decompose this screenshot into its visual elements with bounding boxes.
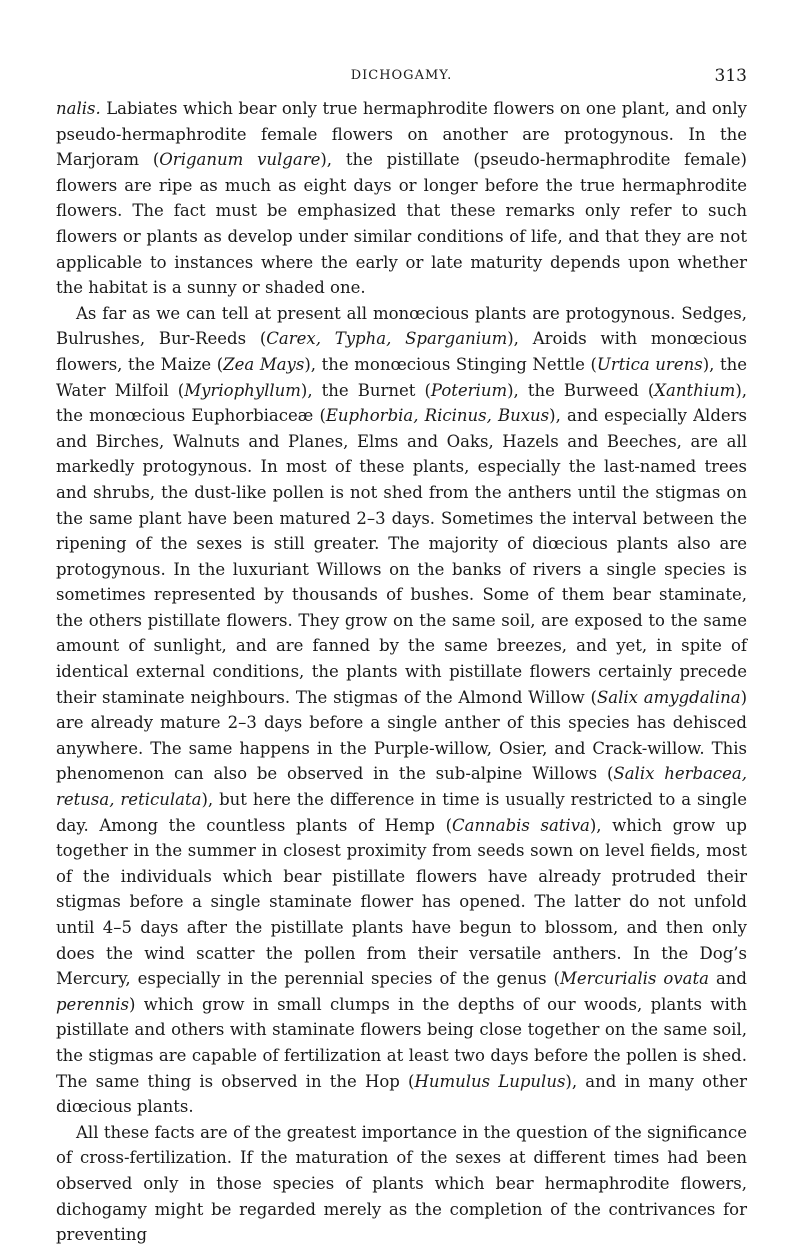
text-run: ) are already mature 2–3 days before a single anther of this species has dehisced anywhere. The same happens in the Purple-willow, Osier, and Crack-willow. This phenomenon can also be observed in the sub-alpine Willows (	[56, 687, 748, 784]
text-run: ), and especially Alders and Birches, Walnuts and Planes, Elms and Oaks, Hazels and Beeches, are all markedly protogynous. In most of these plants, especially the last-named trees and shrubs, the dust-like pollen is not shed from the anthers until the stigmas on the same plant have been matured 2–3 days. Sometimes the interval between the ripening of the sexes is still greater. The majority of diœcious plants also are protogynous. In the luxuriant Willows on the banks of rivers a single species is sometimes represented by thousands of bushes. Some of them bear staminate, the others pistillate flowers. They grow on the same soil, are exposed to the same amount of sunlight, and are fanned by the same breezes, and yet, in spite of identical external conditions, the plants with pistillate flowers certainly precede their staminate neighbours. The stigmas of the Almond Willow (	[56, 406, 748, 707]
text-run: Labiates which bear only true hermaphrodite flowers on one plant, and only pseudo-hermaphrodite female flowers on another are protogynous. In the Marjoram (	[56, 99, 747, 170]
text-run: ), and in many other diœcious plants.	[56, 1071, 747, 1117]
italic-text-run: Salix herbacea, retusa, reticulata	[56, 764, 748, 810]
paragraph	[56, 301, 747, 1120]
text-run: ), the Burnet (	[300, 380, 431, 400]
italic-text-run: nalis.	[56, 99, 101, 118]
paragraph	[56, 96, 747, 301]
italic-text-run: Origanum vulgare	[159, 150, 321, 170]
italic-text-run: Myriophyllum	[184, 380, 301, 400]
italic-text-run: Zea Mays	[223, 354, 305, 374]
text-run: ), the Water Milfoil (	[56, 354, 747, 400]
italic-text-run: perennis	[56, 994, 129, 1014]
italic-text-run: Urtica urens	[596, 354, 703, 374]
text-run: ), Aroids with monœcious flowers, the Maize (	[56, 329, 747, 374]
italic-text-run: Salix amygdalina	[596, 687, 741, 707]
italic-text-run: Cannabis sativa	[452, 815, 590, 835]
italic-text-run: Humulus Lupulus	[414, 1071, 566, 1091]
paragraph	[56, 1120, 747, 1248]
running-header	[56, 66, 747, 86]
text-run: As far as we can tell at present all monœcious plants are protogynous. Sedges, Bulrushes, Bur-Reeds (	[56, 303, 747, 349]
text-run: ), the monœcious Euphorbiaceæ (	[56, 380, 747, 426]
text-run: ), the pistillate (pseudo-hermaphrodite female) flowers are ripe as much as eight days or longer before the true hermaphrodite flowers. The fact must be emphasized that these remarks only refer to such flowers or plants as develop under similar conditions of life, and that they are not applicable to instances where the early or late maturity depends upon whether the habitat is a sunny or shaded one.	[56, 150, 747, 298]
italic-text-run: Xanthium	[654, 380, 736, 400]
text-run: ), the monœcious Stinging Nettle (	[304, 354, 597, 374]
italic-text-run: Poterium	[430, 380, 508, 400]
italic-text-run: Euphorbia, Ricinus, Buxus	[325, 406, 550, 426]
text-run: ), but here the difference in time is usually restricted to a single day. Among the countless plants of Hemp (	[56, 790, 747, 835]
text-run: and	[708, 969, 747, 989]
italic-text-run: Carex, Typha, Sparganium	[266, 329, 508, 349]
text-run: All these facts are of the greatest importance in the question of the significance of cross-fertilization. If the maturation of the sexes at different times had been observed only in those species of plants which bear hermaphrodite flowers, dichogamy might be regarded merely as the completion of the contrivances for preventing	[56, 1122, 747, 1245]
page-number: 313	[714, 66, 747, 86]
running-title: DICHOGAMY.	[350, 68, 453, 83]
body-text	[56, 96, 747, 1248]
text-run: ) which grow in small clumps in the depths of our woods, plants with pistillate and others with staminate flowers being close together on the same soil, the stigmas are capable of fertilization at least two days before the pollen is shed. The same thing is observed in the Hop (	[56, 994, 747, 1091]
text-run: ), the Burweed (	[507, 380, 655, 400]
italic-text-run: Mercurialis ovata	[559, 969, 709, 989]
text-run: ), which grow up together in the summer in closest proximity from seeds sown on level fields, most of the individuals which bear pistillate flowers have already protruded their stigmas before a single staminate flower has opened. The latter do not unfold until 4–5 days after the pistillate plants have begun to blossom, and then only does the wind scatter the pollen from their versatile anthers. In the Dog’s Mercury, especially in the perennial species of the genus (	[56, 815, 747, 989]
